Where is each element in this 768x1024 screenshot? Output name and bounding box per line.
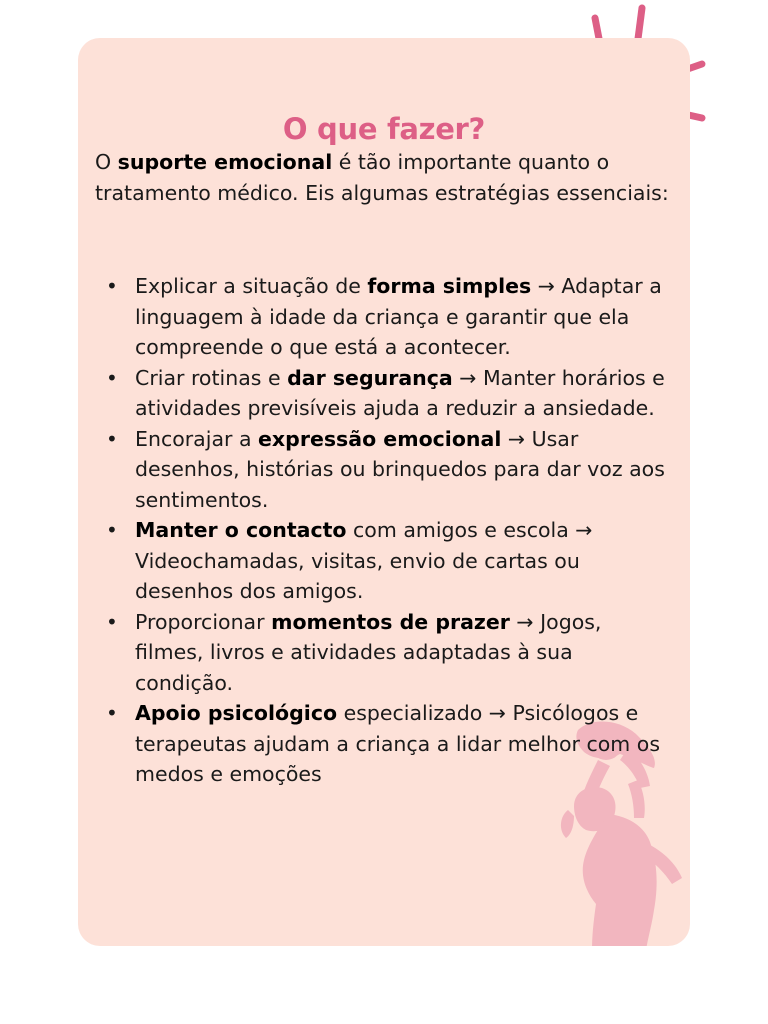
list-item [93, 515, 675, 607]
bullet-icon: • [106, 426, 118, 451]
item-bold: Manter o contacto [135, 518, 347, 542]
item-text: Explicar a situação de [135, 274, 368, 298]
bullet-icon: • [106, 365, 118, 390]
item-text: Proporcionar [135, 609, 272, 634]
intro-pre: O [95, 150, 118, 174]
content-card [78, 38, 690, 946]
item-text: → Adaptar a linguagem à idade da criança e garantir que ela compreende o que está a acontecer. [135, 274, 662, 359]
list-item [93, 698, 675, 790]
item-bold: dar segurança [287, 365, 453, 390]
item-text: → Manter horários e atividades previsíveis ajuda a reduzir a ansiedade. [135, 365, 665, 420]
item-text: com amigos e escola → Videochamadas, visitas, envio de cartas ou desenhos dos amigos. [135, 518, 593, 603]
bullet-icon: • [106, 701, 118, 725]
list-item [93, 363, 675, 424]
strategy-list [93, 271, 675, 790]
bullet-icon: • [106, 609, 118, 634]
item-bold: forma simples [367, 274, 532, 298]
intro-paragraph [95, 147, 675, 209]
item-bold: expressão emocional [258, 426, 502, 451]
list-item [93, 424, 675, 516]
intro-post: é tão importante quanto o tratamento médico. Eis algumas estratégias essenciais: [95, 150, 669, 205]
bullet-icon: • [106, 274, 118, 298]
item-bold: momentos de prazer [271, 609, 510, 634]
list-item [93, 607, 675, 699]
item-text: Criar rotinas e [135, 365, 288, 390]
item-text: → Jogos, filmes, livros e atividades adaptadas à sua condição. [135, 609, 602, 695]
intro-bold: suporte emocional [117, 150, 333, 174]
bullet-icon: • [106, 518, 118, 542]
page-title: O que fazer? [282, 112, 486, 146]
item-bold: Apoio psicológico [135, 701, 338, 725]
item-text: → Usar desenhos, histórias ou brinquedos para dar voz aos sentimentos. [135, 426, 665, 512]
item-text: especializado → Psicólogos e terapeutas ajudam a criança a lidar melhor com os medos e emoções [135, 701, 661, 786]
list-item [93, 271, 675, 363]
item-text: Encorajar a [135, 426, 259, 451]
